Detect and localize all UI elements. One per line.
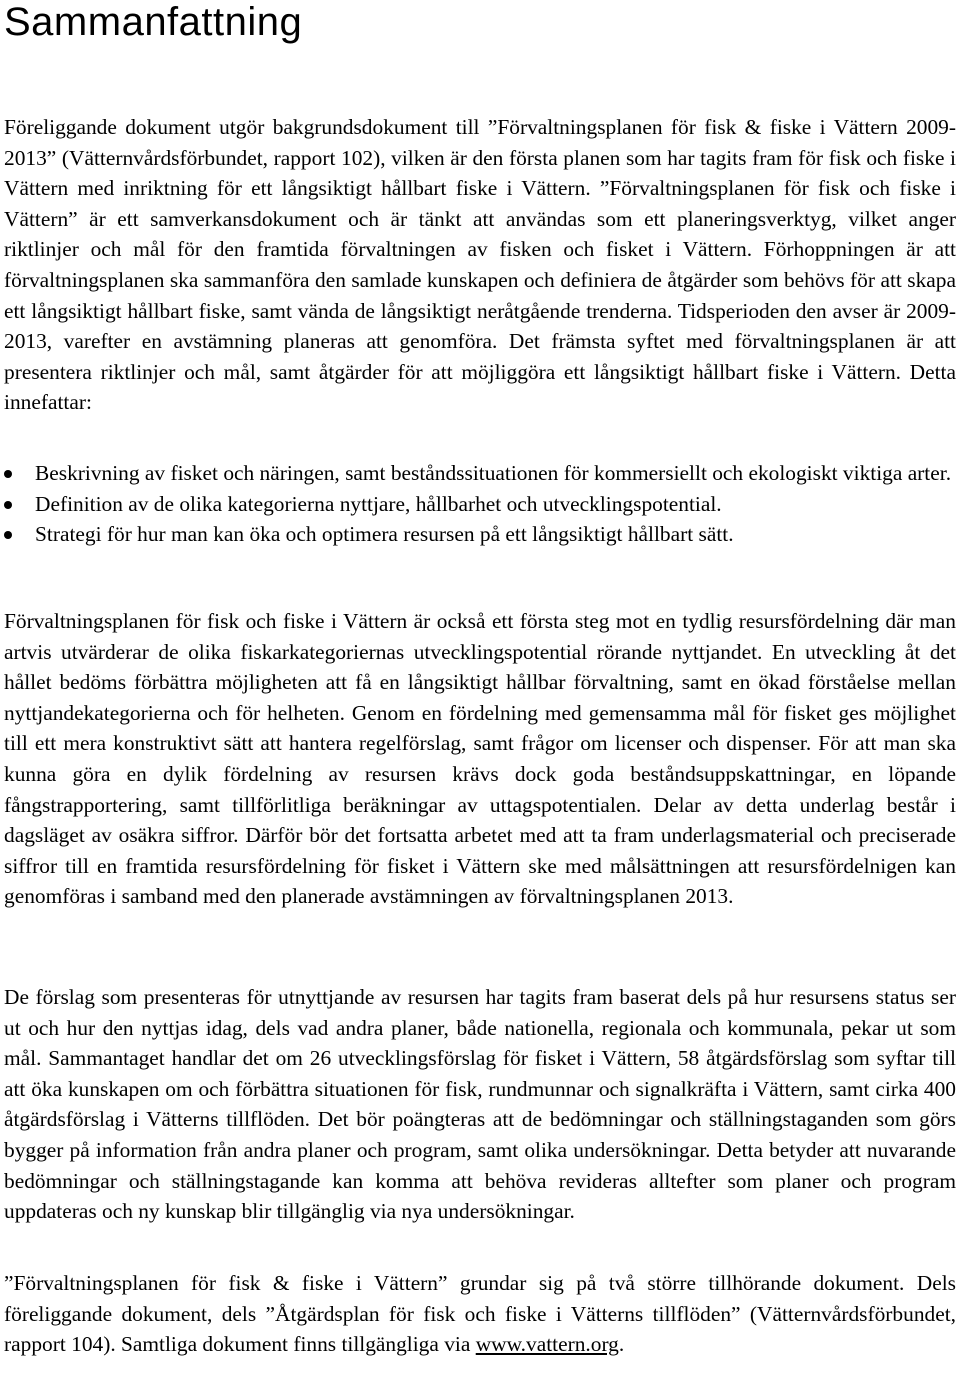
paragraph-proposals: De förslag som presenteras för utnyttjande av resursen har tagits fram baserat dels på hur resursens status ser ut och hur den nyttjas idag, dels vad andra planer, både nationella, regionala och kommunala, pekar ut som mål. Sammantaget handlar det om 26 utvecklingsförslag för fisket i Vättern, 58 åtgärdsförslag som syftar till att öka kunskapen om och förbättra situationen för fisk, rundmunnar och signalkräfta i Vättern, samt cirka 400 åtgärdsförslag i Vätterns tillflöden. Det bör poängteras att de bedömningar och ställningstaganden som görs bygger på information från andra planer och program, samt olika undersökningar. Detta betyder att nuvarande bedömningar och ställningstagande kan komma att behöva revideras alltefter som planer och program uppdateras och ny kunskap blir tillgänglig via nya undersökningar. xyxy=(4,985,956,1224)
list-item xyxy=(4,519,956,550)
list-item xyxy=(4,458,956,489)
list-item-text: Beskrivning av fisket och näringen, samt beståndssituationen för kommersiellt och ekologiskt viktiga arter. xyxy=(35,461,952,485)
bullet-icon xyxy=(4,531,12,539)
paragraph-resource-allocation: Förvaltningsplanen för fisk och fiske i Vättern är också ett första steg mot en tydlig resursfördelning där man artvis utvärderar de olika fiskarkategoriernas utvecklingspotential rörande nyttjandet. En utveckling åt det hållet bedöms förbättra möjligheten att få en långsiktigt hållbar förvaltning, samt en ökad förståelse mellan nyttjandekategorierna och för helheten. Genom en fördelning med gemensamma mål för fisket ges möjlighet till ett mera konstruktivt sätt att hantera regelförslag, samt frågor om licenser och dispenser. För att man ska kunna göra en dylik fördelning av resursen krävs dock goda beståndsuppskattningar, en löpande fångstrapportering, samt tillförlitliga beräkningar av uttagspotentialen. Delar av detta underlag består i dagsläget av osäkra siffror. Därför bör det fortsatta arbetet med att ta fram underlagsmaterial och preciserade siffror till en framtida resursfördelning för fisket i Vättern ske med målsättningen att resursfördelnigen kan genomföras i samband med den planerade avstämningen av förvaltningsplanen 2013. xyxy=(4,609,956,909)
paragraph-text: ”Förvaltningsplanen för fisk & fiske i Vättern” grundar sig på två större tillhörande dokument. Dels föreliggande dokument, dels ”Åtgärdsplan för fisk och fiske i Vätterns tillflöden” (Vätternvårdsförbundet, rapport 104). Samtliga dokument finns tillgängliga via xyxy=(4,1271,956,1357)
page-title: Sammanfattning xyxy=(4,0,303,44)
bullet-icon xyxy=(4,501,12,509)
list-item-text: Definition av de olika kategorierna nyttjare, hållbarhet och utvecklingspotential. xyxy=(35,491,722,516)
link-suffix: . xyxy=(618,1332,625,1357)
list-item-text: Strategi för hur man kan öka och optimera resursen på ett långsiktigt hållbart sätt. xyxy=(35,522,734,547)
paragraph-related-documents xyxy=(4,1268,956,1360)
list-item xyxy=(4,489,956,520)
paragraph-intro: Föreliggande dokument utgör bakgrundsdokument till ”Förvaltningsplanen för fisk & fiske i Vättern 2009-2013” (Vätternvårdsförbundet, rapport 102), vilken är den första planen som har tagits fram för fisk och fiske i Vättern med inriktning för ett långsiktigt hållbart fiske i Vättern. ”Förvaltningsplanen för fisk och fiske i Vättern” är ett samverkansdokument och är tänkt att användas som ett planeringsverktyg, vilket anger riktlinjer och mål för den framtida förvaltningen av fisken och fisket i Vättern. Förhoppningen är att förvaltningsplanen ska sammanföra den samlade kunskapen och definiera de åtgärder som behövs för att skapa ett långsiktigt hållbart fiske, samt vända de långsiktigt neråtgående trenderna. Tidsperioden den avser är 2009-2013, varefter en avstämning planeras att genomföra. Det främsta syftet med förvaltningsplanen är att presentera riktlinjer och mål, samt åtgärder för att möjliggöra ett långsiktigt hållbart fiske i Vättern. Detta innefattar: xyxy=(4,115,956,415)
bullet-icon xyxy=(4,470,12,478)
bullet-list xyxy=(4,458,956,550)
website-link[interactable]: www.vattern.org xyxy=(475,1332,619,1357)
